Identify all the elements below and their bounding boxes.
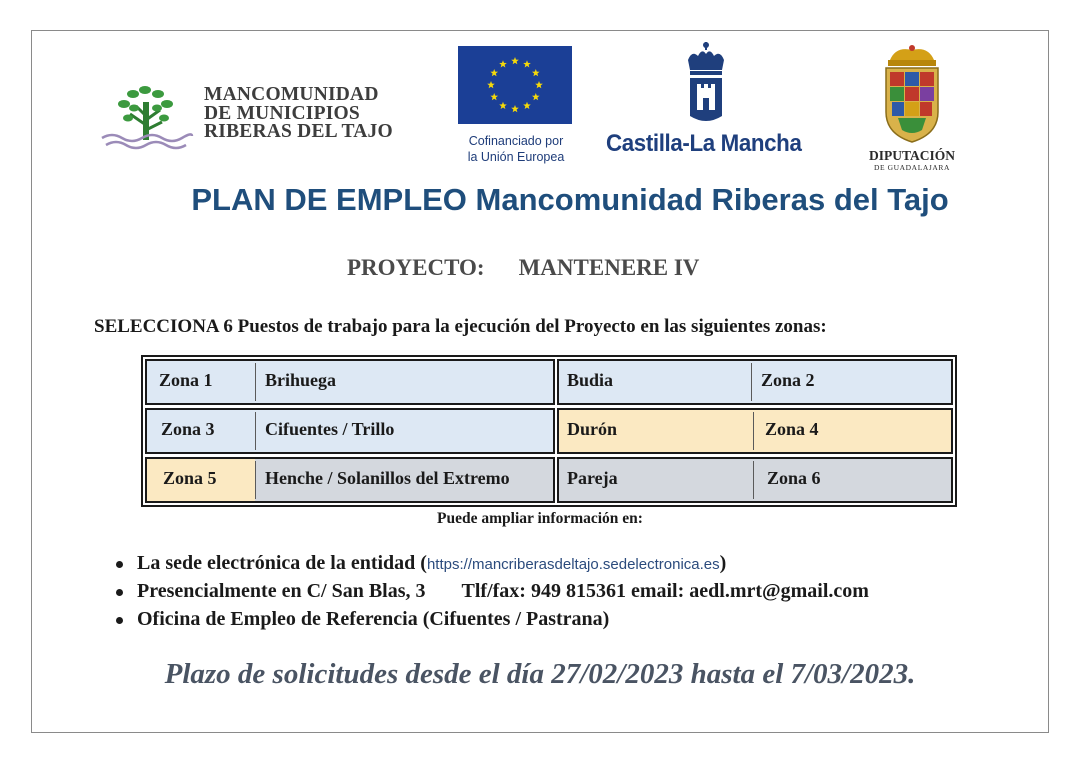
eu-star-icon [532,69,540,76]
eu-star-icon [523,102,531,109]
page-title: PLAN DE EMPLEO Mancomunidad Riberas del Tajo [191,182,949,217]
eu-star-icon [532,93,540,100]
castilla-la-mancha-logo [606,40,806,162]
eu-star-icon [490,93,498,100]
eu-star-icon [490,69,498,76]
diputacion-logo [856,42,968,178]
application-deadline: Plazo de solicitudes desde el día 27/02/2023 hasta el 7/03/2023. [164,658,916,690]
eu-star-icon [511,57,519,64]
zone-block-right [557,359,953,405]
zone-label: Zona 1 [159,370,213,390]
zone-label: Zona 4 [765,419,819,439]
bullet-icon [116,589,123,596]
sede-link[interactable]: https://mancriberasdeltajo.sedelectronica.es [426,556,720,573]
list-item [116,580,869,608]
eu-star-icon [535,81,543,88]
zone-block-right [557,457,953,503]
zone-town: Budia [567,370,614,390]
zone-block-left [145,359,555,405]
list-item [116,552,869,580]
eu-star-icon [511,105,519,112]
table-row [145,359,953,405]
zones-table [141,355,957,507]
zone-label: Zona 5 [163,468,217,488]
mancomunidad-logo [100,80,393,155]
address-text: Presencialmente en C/ San Blas, 3 [137,580,426,602]
bullet-icon [116,561,123,568]
diputacion-sub-label: DE GUADALAJARA [873,163,951,172]
zone-town: Henche / Solanillos del Extremo [265,468,510,488]
sede-text: La sede electrónica de la entidad ( [137,552,427,574]
project-heading [347,255,699,281]
coat-of-arms-icon [856,42,968,148]
zone-label: Zona 3 [161,419,215,439]
selection-statement: SELECCIONA 6 Puestos de trabajo para la ejecución del Proyecto en las siguientes zonas: [94,316,827,337]
diputacion-label: DIPUTACIÓN [868,148,955,163]
info-list [116,552,869,636]
zone-town: Brihuega [265,370,337,390]
eu-star-icon [487,81,495,88]
mancomunidad-line-2: DE MUNICIPIOS [204,102,360,124]
zone-block-left [145,457,555,503]
contact-text: Tlf/fax: 949 815361 email: aedl.mrt@gmail.com [461,580,869,602]
zone-label: Zona 6 [767,468,821,488]
eu-star-icon [499,60,507,67]
more-info-heading: Puede ampliar información en: [437,510,643,527]
zone-town: Cifuentes / Trillo [265,419,395,439]
castle-crown-icon [606,40,806,128]
zone-label: Zona 2 [761,370,815,390]
eu-star-icon [499,102,507,109]
sede-suffix: ) [719,552,727,574]
eu-caption-line-2: la Unión Europea [467,150,565,164]
bullet-icon [116,617,123,624]
zone-block-left [145,408,555,454]
eu-flag-icon [458,46,572,124]
project-label: PROYECTO: [347,255,485,280]
eu-caption-line-1: Cofinanciado por [468,134,564,148]
eu-logo [456,46,576,171]
table-row [145,457,953,503]
zone-town: Durón [567,419,618,439]
zone-block-right [557,408,953,454]
list-item [116,608,869,636]
tree-icon [100,80,200,155]
mancomunidad-line-3: RIBERAS DEL TAJO [204,121,393,142]
zone-town: Pareja [567,468,618,488]
eu-star-icon [523,60,531,67]
castilla-la-mancha-label: Castilla-La Mancha [606,130,802,157]
project-name: MANTENERE IV [518,255,700,280]
table-row [145,408,953,454]
employment-office-text: Oficina de Empleo de Referencia (Cifuentes / Pastrana) [137,608,610,630]
mancomunidad-line-1: MANCOMUNIDAD [204,84,379,105]
